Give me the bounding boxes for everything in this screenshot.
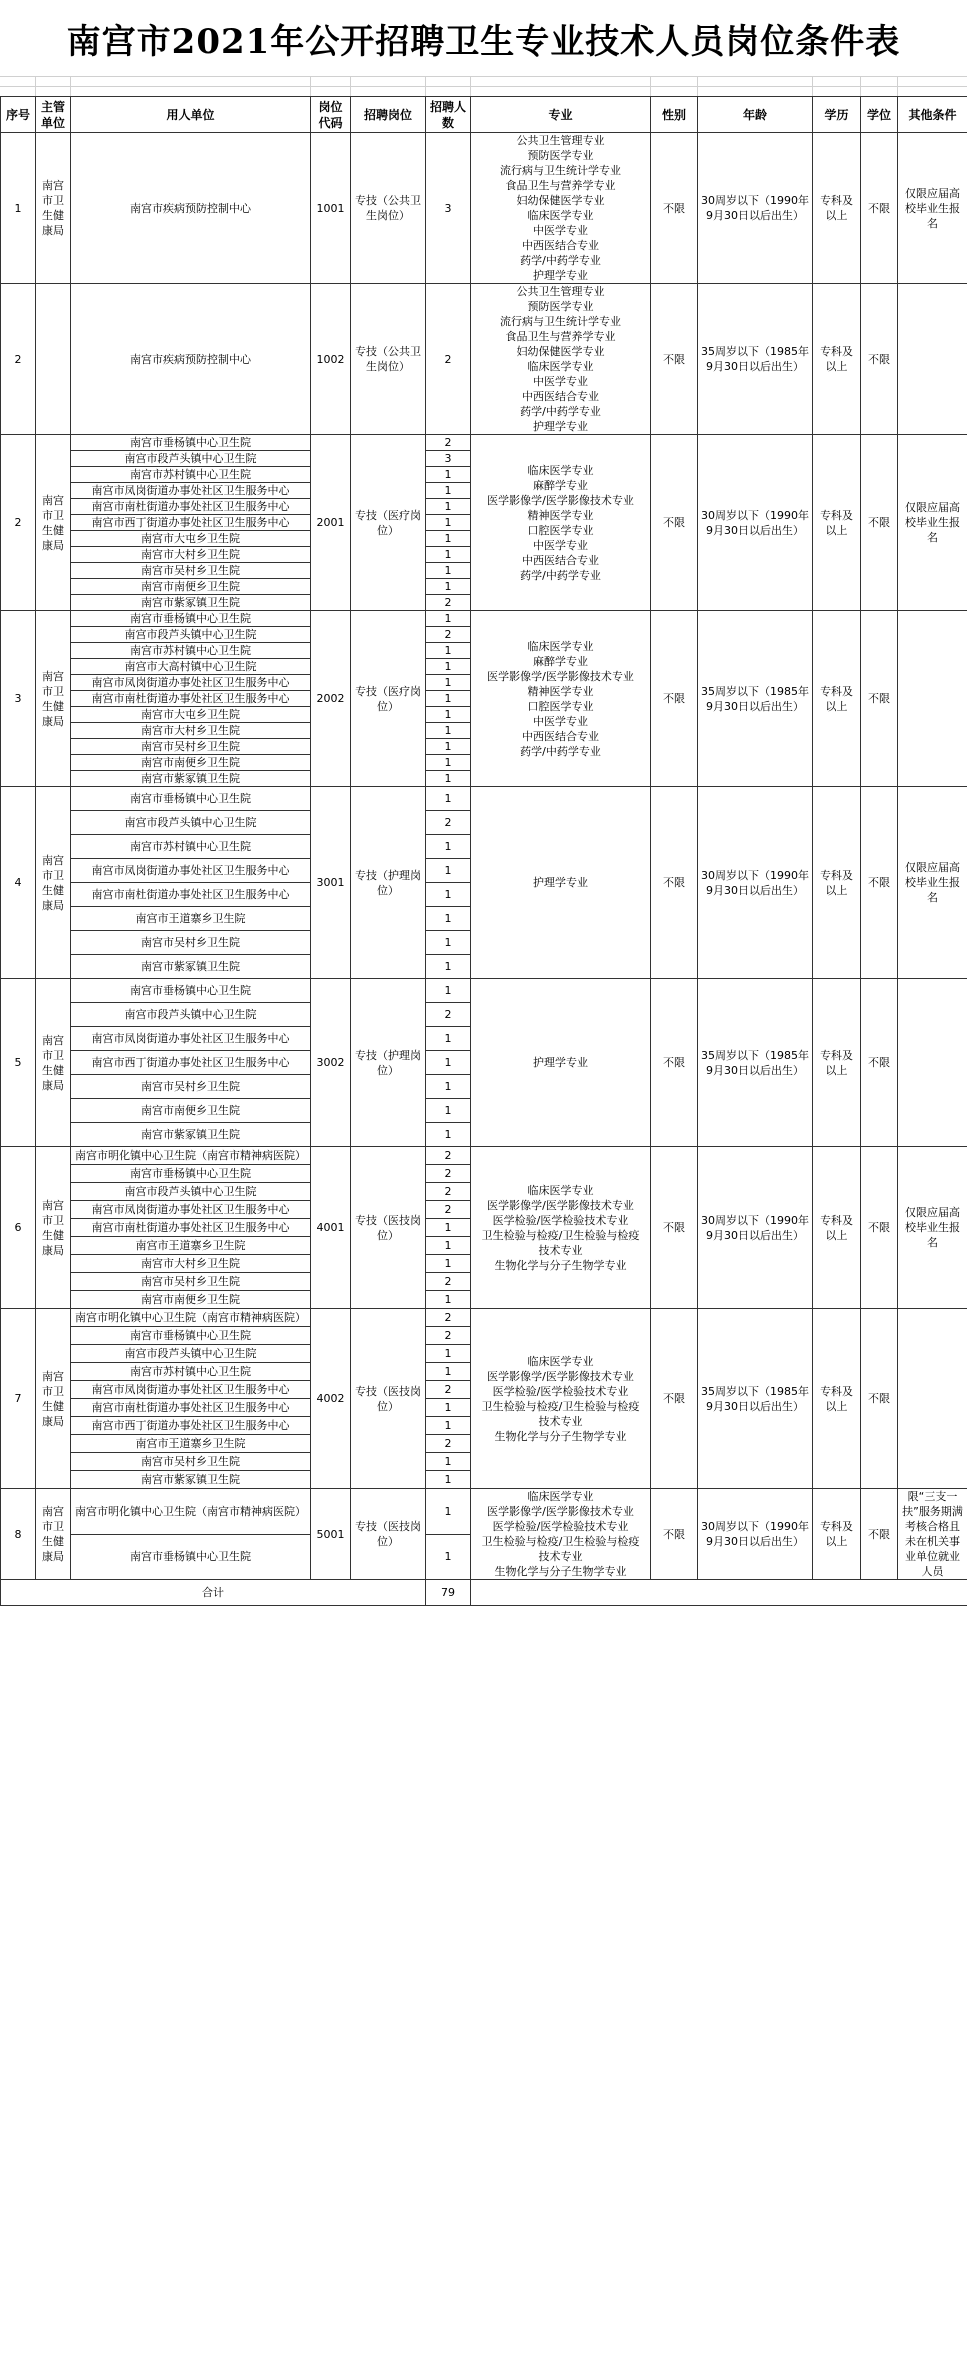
unit-cell: 南宫市大村乡卫生院 (71, 547, 311, 563)
num-cell: 2 (426, 1327, 471, 1345)
unit-cell: 南宫市苏村镇中心卫生院 (71, 467, 311, 483)
major-cell (471, 133, 651, 284)
major-item: 医学检验/医学检验技术专业 (492, 1213, 629, 1227)
unit-cell: 南宫市南便乡卫生院 (71, 579, 311, 595)
gender-cell: 不限 (651, 1147, 698, 1309)
unit-cell: 南宫市凤岗街道办事处社区卫生服务中心 (71, 1381, 311, 1399)
major-item: 护理学专业 (533, 420, 588, 433)
num-cell: 1 (426, 1417, 471, 1435)
num-cell: 2 (426, 1435, 471, 1453)
unit-cell: 南宫市垂杨镇中心卫生院 (71, 611, 311, 627)
table-row (1, 611, 967, 627)
edu-cell: 专科及以上 (813, 435, 861, 611)
post-cell: 专技（医疗岗位） (351, 435, 426, 611)
major-item: 临床医学专业 (527, 1490, 594, 1503)
post-cell: 专技（护理岗位） (351, 979, 426, 1147)
num-cell: 1 (426, 611, 471, 627)
dept-cell: 南宫市卫生健康局 (36, 1309, 71, 1489)
unit-cell: 南宫市明化镇中心卫生院（南宫市精神病医院） (71, 1489, 311, 1535)
header-dept: 主管单位 (36, 97, 71, 133)
major-item: 医学影像学/医学影像技术专业 (487, 1198, 634, 1212)
num-cell: 2 (426, 1183, 471, 1201)
major-item: 临床医学专业 (527, 1354, 594, 1368)
num-cell: 1 (426, 755, 471, 771)
major-item: 流行病与卫生统计学专业 (500, 164, 621, 177)
age-cell: 35周岁以下（1985年9月30日以后出生） (698, 979, 813, 1147)
num-cell: 1 (426, 1471, 471, 1489)
num-cell: 1 (426, 579, 471, 595)
header-post: 招聘岗位 (351, 97, 426, 133)
unit-cell: 南宫市凤岗街道办事处社区卫生服务中心 (71, 675, 311, 691)
seq-cell: 4 (1, 787, 36, 979)
unit-cell: 南宫市西丁街道办事处社区卫生服务中心 (71, 1051, 311, 1075)
num-cell: 1 (426, 675, 471, 691)
gender-cell: 不限 (651, 611, 698, 787)
positions-body (1, 133, 967, 1580)
other-cell (898, 979, 967, 1147)
header-seq: 序号 (1, 97, 36, 133)
edu-cell: 专科及以上 (813, 1309, 861, 1489)
post-cell: 专技（医技岗位） (351, 1489, 426, 1580)
seq-cell: 5 (1, 979, 36, 1147)
major-item: 护理学专业 (533, 269, 588, 282)
gender-cell: 不限 (651, 1489, 698, 1580)
num-cell: 2 (426, 1165, 471, 1183)
edu-cell: 专科及以上 (813, 133, 861, 284)
major-item: 中西医结合专业 (522, 390, 599, 403)
unit-cell: 南宫市明化镇中心卫生院（南宫市精神病医院） (71, 1147, 311, 1165)
other-cell (898, 284, 967, 435)
major-item: 妇幼保健医学专业 (516, 194, 605, 207)
unit-cell: 南宫市大屯乡卫生院 (71, 707, 311, 723)
num-cell: 1 (426, 835, 471, 859)
major-cell (471, 611, 651, 787)
dept-cell: 南宫市卫生健康局 (36, 133, 71, 284)
edu-cell: 专科及以上 (813, 979, 861, 1147)
header-num: 招聘人数 (426, 97, 471, 133)
unit-cell: 南宫市紫冢镇卫生院 (71, 771, 311, 787)
other-cell: 仅限应届高校毕业生报名 (898, 1147, 967, 1309)
major-item: 妇幼保健医学专业 (516, 345, 605, 358)
major-cell (471, 979, 651, 1147)
degree-cell: 不限 (861, 979, 898, 1147)
major-item: 护理学专业 (533, 876, 588, 889)
major-item: 口腔医学专业 (527, 523, 594, 537)
unit-cell: 南宫市苏村镇中心卫生院 (71, 835, 311, 859)
other-cell: 仅限应届高校毕业生报名 (898, 787, 967, 979)
post-cell: 专技（公共卫生岗位） (351, 284, 426, 435)
age-cell: 35周岁以下（1985年9月30日以后出生） (698, 1309, 813, 1489)
unit-cell: 南宫市凤岗街道办事处社区卫生服务中心 (71, 483, 311, 499)
dept-cell: 南宫市卫生健康局 (36, 1147, 71, 1309)
major-item: 医学影像学/医学影像技术专业 (487, 1369, 634, 1383)
unit-cell: 南宫市段芦头镇中心卫生院 (71, 1183, 311, 1201)
major-item: 卫生检验与检疫/卫生检验与检疫 (481, 1535, 640, 1548)
seq-cell: 8 (1, 1489, 36, 1580)
unit-cell: 南宫市垂杨镇中心卫生院 (71, 1165, 311, 1183)
unit-cell: 南宫市大屯乡卫生院 (71, 531, 311, 547)
post-cell: 专技（医疗岗位） (351, 611, 426, 787)
major-item: 流行病与卫生统计学专业 (500, 315, 621, 328)
major-item: 精神医学专业 (527, 508, 594, 522)
header-age: 年龄 (698, 97, 813, 133)
header-other: 其他条件 (898, 97, 967, 133)
unit-cell: 南宫市王道寨乡卫生院 (71, 907, 311, 931)
major-item: 临床医学专业 (527, 360, 594, 373)
num-cell: 3 (426, 133, 471, 284)
code-cell: 1002 (311, 284, 351, 435)
other-cell (898, 611, 967, 787)
post-cell: 专技（护理岗位） (351, 787, 426, 979)
unit-cell: 南宫市南便乡卫生院 (71, 1291, 311, 1309)
unit-cell: 南宫市苏村镇中心卫生院 (71, 1363, 311, 1381)
code-cell: 1001 (311, 133, 351, 284)
unit-cell: 南宫市垂杨镇中心卫生院 (71, 435, 311, 451)
seq-cell: 3 (1, 611, 36, 787)
degree-cell: 不限 (861, 787, 898, 979)
unit-cell: 南宫市南杜街道办事处社区卫生服务中心 (71, 499, 311, 515)
post-cell: 专技（公共卫生岗位） (351, 133, 426, 284)
dept-cell: 南宫市卫生健康局 (36, 787, 71, 979)
num-cell: 1 (426, 1051, 471, 1075)
major-item: 口腔医学专业 (527, 699, 594, 713)
degree-cell: 不限 (861, 1309, 898, 1489)
major-cell (471, 787, 651, 979)
num-cell: 3 (426, 451, 471, 467)
unit-cell: 南宫市南便乡卫生院 (71, 1099, 311, 1123)
gender-cell: 不限 (651, 284, 698, 435)
major-item: 中西医结合专业 (522, 553, 599, 567)
unit-cell: 南宫市南杜街道办事处社区卫生服务中心 (71, 691, 311, 707)
age-cell: 35周岁以下（1985年9月30日以后出生） (698, 284, 813, 435)
num-cell: 1 (426, 1123, 471, 1147)
age-cell: 35周岁以下（1985年9月30日以后出生） (698, 611, 813, 787)
other-cell: 仅限应届高校毕业生报名 (898, 435, 967, 611)
major-item: 生物化学与分子生物学专业 (494, 1258, 627, 1272)
major-item: 临床医学专业 (527, 209, 594, 222)
edu-cell: 专科及以上 (813, 787, 861, 979)
num-cell: 1 (426, 1345, 471, 1363)
unit-cell: 南宫市苏村镇中心卫生院 (71, 643, 311, 659)
other-cell (898, 1309, 967, 1489)
major-cell (471, 1309, 651, 1489)
unit-cell: 南宫市疾病预防控制中心 (71, 133, 311, 284)
dept-cell: 南宫市卫生健康局 (36, 1489, 71, 1580)
total-row (1, 1580, 967, 1606)
major-item: 技术专业 (538, 1243, 583, 1257)
num-cell: 1 (426, 1099, 471, 1123)
num-cell: 1 (426, 723, 471, 739)
seq-cell: 7 (1, 1309, 36, 1489)
major-item: 中西医结合专业 (522, 239, 599, 252)
num-cell: 1 (426, 1489, 471, 1535)
table-row (1, 435, 967, 451)
major-item: 生物化学与分子生物学专业 (494, 1429, 627, 1443)
num-cell: 1 (426, 1075, 471, 1099)
num-cell: 2 (426, 435, 471, 451)
unit-cell: 南宫市吴村乡卫生院 (71, 1273, 311, 1291)
degree-cell: 不限 (861, 1147, 898, 1309)
unit-cell: 南宫市垂杨镇中心卫生院 (71, 1534, 311, 1580)
code-cell: 3002 (311, 979, 351, 1147)
age-cell: 30周岁以下（1990年9月30日以后出生） (698, 1147, 813, 1309)
num-cell: 1 (426, 515, 471, 531)
unit-cell: 南宫市吴村乡卫生院 (71, 739, 311, 755)
major-item: 预防医学专业 (527, 149, 594, 162)
num-cell: 2 (426, 1381, 471, 1399)
dept-cell (36, 284, 71, 435)
table-row (1, 1147, 967, 1165)
unit-cell: 南宫市垂杨镇中心卫生院 (71, 787, 311, 811)
num-cell: 1 (426, 787, 471, 811)
major-item: 技术专业 (538, 1414, 583, 1428)
unit-cell: 南宫市吴村乡卫生院 (71, 1453, 311, 1471)
header-major: 专业 (471, 97, 651, 133)
num-cell: 2 (426, 627, 471, 643)
major-cell (471, 284, 651, 435)
unit-cell: 南宫市段芦头镇中心卫生院 (71, 451, 311, 467)
table-row (1, 979, 967, 1003)
total-label: 合计 (1, 1580, 426, 1606)
unit-cell: 南宫市垂杨镇中心卫生院 (71, 1327, 311, 1345)
header-row (1, 97, 967, 133)
num-cell: 1 (426, 467, 471, 483)
table-row (1, 133, 967, 284)
unit-cell: 南宫市凤岗街道办事处社区卫生服务中心 (71, 859, 311, 883)
unit-cell: 南宫市明化镇中心卫生院（南宫市精神病医院） (71, 1309, 311, 1327)
unit-cell: 南宫市疾病预防控制中心 (71, 284, 311, 435)
age-cell: 30周岁以下（1990年9月30日以后出生） (698, 133, 813, 284)
unit-cell: 南宫市大村乡卫生院 (71, 723, 311, 739)
seq-cell: 6 (1, 1147, 36, 1309)
num-cell: 1 (426, 1363, 471, 1381)
num-cell: 1 (426, 643, 471, 659)
num-cell: 1 (426, 771, 471, 787)
major-item: 中医学专业 (533, 224, 588, 237)
unit-cell: 南宫市紫冢镇卫生院 (71, 1123, 311, 1147)
num-cell: 1 (426, 1027, 471, 1051)
dept-cell: 南宫市卫生健康局 (36, 435, 71, 611)
major-item: 中医学专业 (533, 714, 588, 728)
num-cell: 2 (426, 1273, 471, 1291)
table-row (1, 1309, 967, 1327)
num-cell: 1 (426, 1399, 471, 1417)
major-item: 麻醉学专业 (533, 478, 588, 492)
gender-cell: 不限 (651, 435, 698, 611)
major-item: 中西医结合专业 (522, 729, 599, 743)
age-cell: 30周岁以下（1990年9月30日以后出生） (698, 1489, 813, 1580)
num-cell: 1 (426, 979, 471, 1003)
num-cell: 1 (426, 1237, 471, 1255)
unit-cell: 南宫市大高村镇中心卫生院 (71, 659, 311, 675)
seq-cell: 1 (1, 133, 36, 284)
gender-cell: 不限 (651, 1309, 698, 1489)
dept-cell: 南宫市卫生健康局 (36, 979, 71, 1147)
table-row (1, 1489, 967, 1535)
unit-cell: 南宫市西丁街道办事处社区卫生服务中心 (71, 515, 311, 531)
num-cell: 1 (426, 907, 471, 931)
header-unit: 用人单位 (71, 97, 311, 133)
age-cell: 30周岁以下（1990年9月30日以后出生） (698, 435, 813, 611)
seq-cell: 2 (1, 284, 36, 435)
num-cell: 1 (426, 531, 471, 547)
unit-cell: 南宫市段芦头镇中心卫生院 (71, 811, 311, 835)
num-cell: 2 (426, 1201, 471, 1219)
gender-cell: 不限 (651, 787, 698, 979)
unit-cell: 南宫市南杜街道办事处社区卫生服务中心 (71, 883, 311, 907)
unit-cell: 南宫市南便乡卫生院 (71, 755, 311, 771)
unit-cell: 南宫市紫冢镇卫生院 (71, 1471, 311, 1489)
major-cell (471, 435, 651, 611)
num-cell: 1 (426, 547, 471, 563)
major-item: 生物化学与分子生物学专业 (494, 1565, 627, 1578)
major-item: 临床医学专业 (527, 639, 594, 653)
unit-cell: 南宫市南杜街道办事处社区卫生服务中心 (71, 1399, 311, 1417)
table-row (1, 284, 967, 435)
num-cell: 1 (426, 1291, 471, 1309)
gender-cell: 不限 (651, 133, 698, 284)
major-item: 中医学专业 (533, 538, 588, 552)
num-cell: 2 (426, 284, 471, 435)
num-cell: 1 (426, 955, 471, 979)
edu-cell: 专科及以上 (813, 1147, 861, 1309)
unit-cell: 南宫市南杜街道办事处社区卫生服务中心 (71, 1219, 311, 1237)
unit-cell: 南宫市王道寨乡卫生院 (71, 1435, 311, 1453)
major-item: 临床医学专业 (527, 1183, 594, 1197)
unit-cell: 南宫市段芦头镇中心卫生院 (71, 1345, 311, 1363)
edu-cell: 专科及以上 (813, 611, 861, 787)
code-cell: 5001 (311, 1489, 351, 1580)
major-item: 医学影像学/医学影像技术专业 (487, 1505, 634, 1518)
unit-cell: 南宫市紫冢镇卫生院 (71, 955, 311, 979)
major-item: 药学/中药学专业 (520, 254, 601, 267)
total-value: 79 (426, 1580, 471, 1606)
major-item: 医学检验/医学检验技术专业 (492, 1384, 629, 1398)
num-cell: 2 (426, 1309, 471, 1327)
post-cell: 专技（医技岗位） (351, 1309, 426, 1489)
code-cell: 4001 (311, 1147, 351, 1309)
major-item: 公共卫生管理专业 (516, 285, 605, 298)
unit-cell: 南宫市吴村乡卫生院 (71, 563, 311, 579)
num-cell: 1 (426, 1534, 471, 1580)
code-cell: 2002 (311, 611, 351, 787)
age-cell: 30周岁以下（1990年9月30日以后出生） (698, 787, 813, 979)
unit-cell: 南宫市凤岗街道办事处社区卫生服务中心 (71, 1201, 311, 1219)
major-item: 食品卫生与营养学专业 (505, 330, 616, 343)
num-cell: 2 (426, 595, 471, 611)
unit-cell: 南宫市王道寨乡卫生院 (71, 1237, 311, 1255)
major-item: 临床医学专业 (527, 463, 594, 477)
header-code: 岗位代码 (311, 97, 351, 133)
degree-cell: 不限 (861, 435, 898, 611)
page-title: 南宫市2021年公开招聘卫生专业技术人员岗位条件表 (66, 21, 901, 62)
other-cell: 限“三支一扶”服务期满考核合格且未在机关事业单位就业人员 (898, 1489, 967, 1580)
num-cell: 1 (426, 659, 471, 675)
degree-cell: 不限 (861, 611, 898, 787)
major-item: 医学影像学/医学影像技术专业 (487, 669, 634, 683)
unit-cell: 南宫市大村乡卫生院 (71, 1255, 311, 1273)
major-cell (471, 1147, 651, 1309)
major-item: 预防医学专业 (527, 300, 594, 313)
code-cell: 3001 (311, 787, 351, 979)
num-cell: 1 (426, 483, 471, 499)
major-item: 护理学专业 (533, 1056, 588, 1069)
num-cell: 1 (426, 1453, 471, 1471)
other-cell: 仅限应届高校毕业生报名 (898, 133, 967, 284)
major-item: 药学/中药学专业 (520, 568, 601, 582)
major-item: 药学/中药学专业 (520, 405, 601, 418)
gender-cell: 不限 (651, 979, 698, 1147)
degree-cell: 不限 (861, 284, 898, 435)
num-cell: 1 (426, 931, 471, 955)
major-cell (471, 1489, 651, 1580)
edu-cell: 专科及以上 (813, 1489, 861, 1580)
header-edu: 学历 (813, 97, 861, 133)
num-cell: 1 (426, 739, 471, 755)
num-cell: 1 (426, 1219, 471, 1237)
unit-cell: 南宫市西丁街道办事处社区卫生服务中心 (71, 1417, 311, 1435)
header-gender: 性别 (651, 97, 698, 133)
post-cell: 专技（医技岗位） (351, 1147, 426, 1309)
unit-cell: 南宫市吴村乡卫生院 (71, 1075, 311, 1099)
num-cell: 1 (426, 883, 471, 907)
header-degree: 学位 (861, 97, 898, 133)
major-item: 医学检验/医学检验技术专业 (492, 1520, 629, 1533)
num-cell: 1 (426, 859, 471, 883)
num-cell: 1 (426, 691, 471, 707)
unit-cell: 南宫市段芦头镇中心卫生院 (71, 1003, 311, 1027)
major-item: 食品卫生与营养学专业 (505, 179, 616, 192)
num-cell: 1 (426, 707, 471, 723)
unit-cell: 南宫市凤岗街道办事处社区卫生服务中心 (71, 1027, 311, 1051)
dept-cell: 南宫市卫生健康局 (36, 611, 71, 787)
unit-cell: 南宫市垂杨镇中心卫生院 (71, 979, 311, 1003)
total-empty (471, 1580, 967, 1606)
major-item: 卫生检验与检疫/卫生检验与检疫 (481, 1399, 640, 1413)
degree-cell: 不限 (861, 133, 898, 284)
code-cell: 2001 (311, 435, 351, 611)
num-cell: 1 (426, 1255, 471, 1273)
major-item: 医学影像学/医学影像技术专业 (487, 493, 634, 507)
table-row (1, 787, 967, 811)
major-item: 技术专业 (538, 1550, 583, 1563)
seq-cell: 2 (1, 435, 36, 611)
major-item: 卫生检验与检疫/卫生检验与检疫 (481, 1228, 640, 1242)
unit-cell: 南宫市紫冢镇卫生院 (71, 595, 311, 611)
num-cell: 2 (426, 1003, 471, 1027)
major-item: 中医学专业 (533, 375, 588, 388)
unit-cell: 南宫市吴村乡卫生院 (71, 931, 311, 955)
major-item: 麻醉学专业 (533, 654, 588, 668)
major-item: 公共卫生管理专业 (516, 134, 605, 147)
major-item: 药学/中药学专业 (520, 744, 601, 758)
positions-table (0, 96, 967, 1606)
unit-cell: 南宫市段芦头镇中心卫生院 (71, 627, 311, 643)
num-cell: 1 (426, 563, 471, 579)
num-cell: 1 (426, 499, 471, 515)
edu-cell: 专科及以上 (813, 284, 861, 435)
major-item: 精神医学专业 (527, 684, 594, 698)
num-cell: 2 (426, 1147, 471, 1165)
code-cell: 4002 (311, 1309, 351, 1489)
degree-cell: 不限 (861, 1489, 898, 1580)
num-cell: 2 (426, 811, 471, 835)
